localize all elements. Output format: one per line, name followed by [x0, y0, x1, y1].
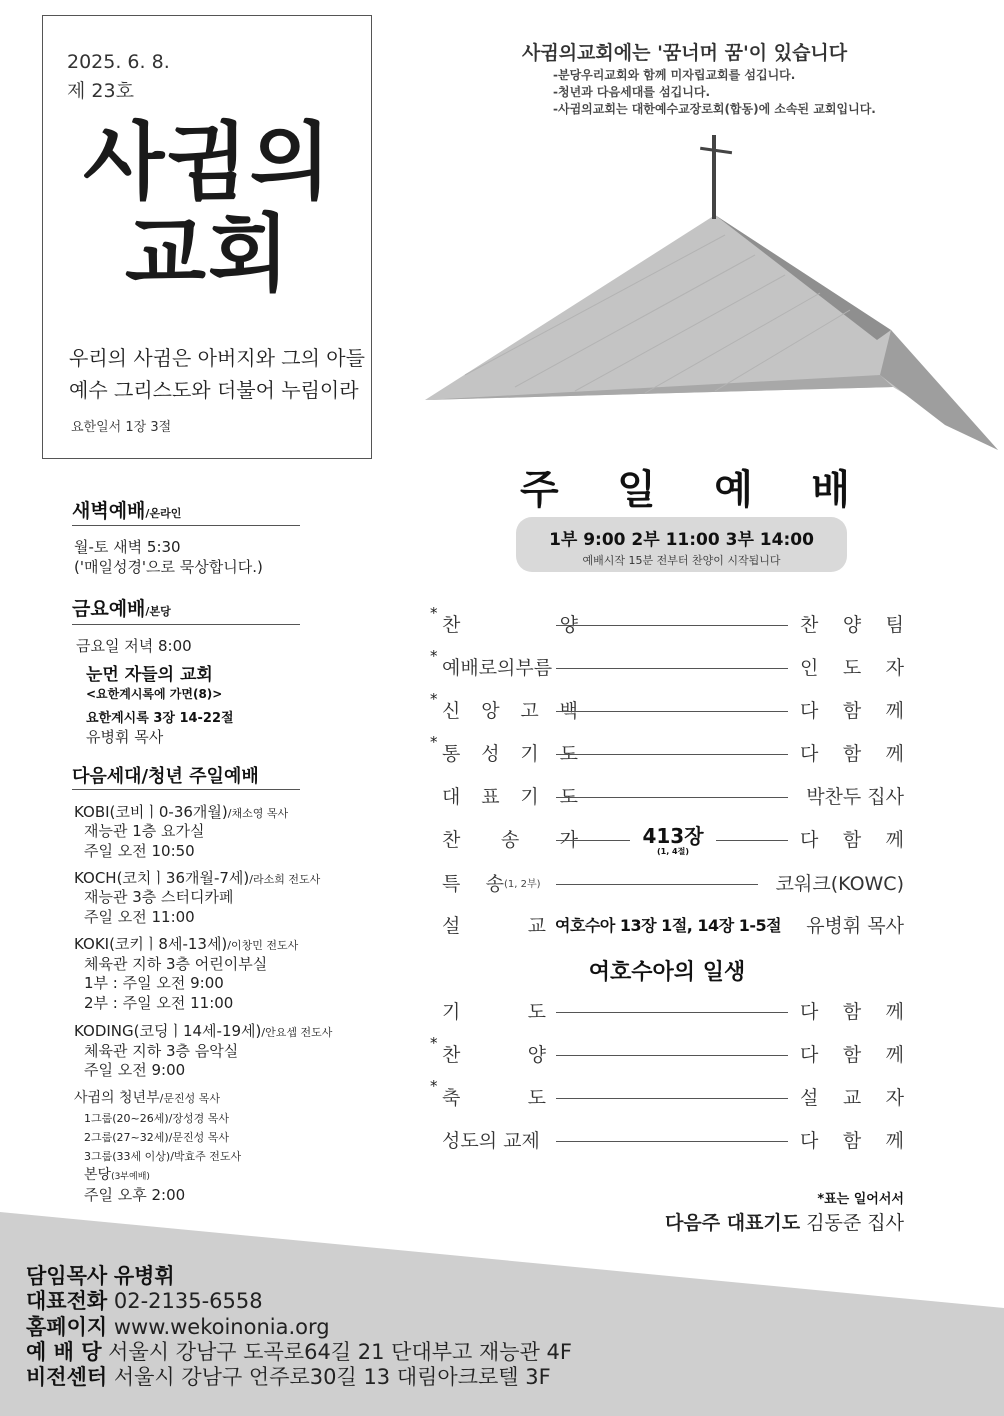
- next-week-prayer: 다음주 대표기도 김동준 집사: [665, 1212, 904, 1234]
- divider: [72, 525, 300, 526]
- verse-line2: 예수 그리스도와 더불어 누림이라: [69, 378, 359, 402]
- koch-time: 주일 오전 11:00: [84, 908, 195, 926]
- youth-time: 주일 오후 2:00: [84, 1186, 186, 1204]
- order-row: * 찬 양 찬 양 팀: [430, 604, 904, 636]
- slogan-title: 사귐의교회에는 '꿈너머 꿈'이 있습니다: [522, 42, 848, 64]
- koki-place: 체육관 지하 3층 어린이부실: [84, 955, 268, 973]
- verse-line1: 우리의 사귐은 아버지와 그의 아들: [69, 346, 365, 370]
- order-item-name: 기 도: [442, 1001, 546, 1023]
- friday-series: <요한계시록에 가면(8)>: [86, 687, 223, 701]
- order-item-role: 유병휘 목사: [806, 915, 904, 937]
- sermon-scripture: 여호수아 13장 1절, 14장 1-5절: [555, 916, 782, 935]
- koki-name: KOKI(코키ㅣ8세-13세)/이창민 전도사: [74, 935, 299, 953]
- title-box: [42, 15, 372, 459]
- kobi-time: 주일 오전 10:50: [84, 842, 195, 860]
- order-item-role: 다 함 께: [800, 829, 904, 851]
- order-item-name: 찬 송 가: [442, 829, 578, 851]
- order-item-name: 대 표 기 도: [442, 786, 578, 808]
- footer-phone: 대표전화 02-2135-6558: [26, 1289, 263, 1313]
- youth-group: 1그룹(20~26세)/장성경 목사: [84, 1112, 230, 1125]
- homepage-link[interactable]: www.wekoinonia.org: [113, 1315, 330, 1339]
- dawn-service-title: 새벽예배/온라인: [72, 500, 182, 522]
- church-name: [43, 113, 373, 303]
- hymn-verses: (1, 4절): [657, 847, 689, 856]
- friday-service-title: 금요예배/본당: [72, 598, 171, 620]
- cross-icon: [700, 135, 732, 219]
- order-item-name: 설 교: [442, 915, 546, 937]
- church-name-line1: 사귐의: [83, 113, 333, 211]
- koding-place: 체육관 지하 3층 음악실: [84, 1042, 239, 1060]
- footer-homepage: 홈페이지 www.wekoinonia.org: [26, 1315, 330, 1339]
- order-row: [430, 782, 904, 812]
- order-row: [430, 869, 904, 899]
- order-item-role: 다 함 께: [800, 743, 904, 765]
- friday-time: 금요일 저녁 8:00: [76, 637, 192, 655]
- footer-pastor: 담임목사 유병휘: [26, 1264, 175, 1288]
- koding-name: KODING(코딩ㅣ14세-19세)/안요셉 전도사: [74, 1022, 333, 1040]
- youth-group: 3그룹(33세 이상)/박효주 전도사: [84, 1150, 242, 1163]
- order-item-role: 다 함 께: [800, 1130, 904, 1152]
- kobi-place: 재능관 1층 요가실: [84, 822, 205, 840]
- nextgen-title: 다음세대/청년 주일예배: [72, 766, 259, 787]
- order-item-name: 신 앙 고 백: [442, 700, 578, 722]
- order-row: [430, 911, 904, 941]
- order-item-name: 찬 양: [442, 614, 578, 636]
- koding-time: 주일 오전 9:00: [84, 1061, 186, 1079]
- youth-name: 사귐의 청년부/문진성 목사: [74, 1090, 220, 1106]
- order-item-role: 코워크(KOWC): [775, 873, 904, 895]
- order-item-role: 다 함 께: [800, 1044, 904, 1066]
- scripture-verse: [69, 342, 365, 406]
- youth-venue: 본당(3부예배): [84, 1167, 150, 1183]
- order-row: * 축 도 설 교 자: [430, 1077, 904, 1109]
- order-row: [430, 997, 904, 1027]
- kobi-name: KOBI(코비ㅣ0-36개월)/채소영 목사: [74, 803, 289, 821]
- order-row: * 통 성 기 도 다 함 께: [430, 733, 904, 765]
- divider: [72, 624, 300, 625]
- church-roof-illustration: [425, 125, 1004, 455]
- order-item-name: 특 송: [442, 873, 504, 895]
- friday-scripture: 요한계시록 3장 14-22절: [86, 711, 234, 726]
- order-item-role: 다 함 께: [800, 1001, 904, 1023]
- order-item-role: 박찬두 집사: [806, 786, 904, 808]
- order-item-sub: (1, 2부): [504, 879, 541, 890]
- koch-place: 재능관 3층 스터디카페: [84, 888, 234, 906]
- sunday-worship-title: 주 일 예 배: [520, 467, 850, 513]
- slogan-line: -청년과 다음세대를 섬깁니다.: [553, 85, 710, 99]
- order-row: [430, 825, 904, 855]
- footer-vision-center: 비전센터 서울시 강남구 언주로30길 13 대림아크로텔 3F: [26, 1365, 551, 1389]
- order-item-name: 성도의 교제: [442, 1130, 540, 1152]
- order-item-name: 예배로의부름: [442, 657, 553, 679]
- hymn-number: 413장: [642, 824, 704, 848]
- order-item-name: 통 성 기 도: [442, 743, 578, 765]
- order-row: * 예배로의부름 인 도 자: [430, 647, 904, 679]
- youth-group: 2그룹(27~32세)/문진성 목사: [84, 1131, 230, 1144]
- service-times-note: 예배시작 15분 전부터 찬양이 시작됩니다: [582, 554, 781, 567]
- issue-number: 제 23호: [67, 80, 134, 102]
- service-times-pill: [516, 517, 847, 572]
- dawn-note: ('매일성경'으로 묵상합니다.): [74, 558, 263, 576]
- order-row: * 찬 양 다 함 께: [430, 1034, 904, 1066]
- order-row: * 신 앙 고 백 다 함 께: [430, 690, 904, 722]
- order-item-role: 설 교 자: [800, 1087, 904, 1109]
- service-times: 1부 9:00 2부 11:00 3부 14:00: [549, 530, 814, 550]
- order-item-role: 인 도 자: [800, 657, 904, 679]
- dawn-time: 월-토 새벽 5:30: [74, 538, 181, 556]
- order-row: [430, 1126, 904, 1156]
- friday-preacher: 유병휘 목사: [86, 728, 164, 746]
- friday-sermon-title: 눈먼 자들의 교회: [86, 665, 213, 685]
- koch-name: KOCH(코치ㅣ36개월-7세)/라소희 전도사: [74, 869, 321, 887]
- order-item-role: 찬 양 팀: [800, 614, 904, 636]
- slogan-line: -사귐의교회는 대한예수교장로회(합동)에 소속된 교회입니다.: [553, 102, 876, 116]
- standing-note: *표는 일어서서: [817, 1192, 904, 1207]
- footer-venue: 예 배 당 서울시 강남구 도곡로64길 21 단대부고 재능관 4F: [26, 1340, 572, 1364]
- order-item-name: 축 도: [442, 1087, 546, 1109]
- slogan-line: -분당우리교회와 함께 미자립교회를 섬깁니다.: [553, 68, 796, 82]
- verse-reference: 요한일서 1장 3절: [71, 420, 172, 435]
- divider: [72, 789, 300, 790]
- sermon-title: 여호수아의 일생: [588, 960, 746, 985]
- koki-time1: 1부 : 주일 오전 9:00: [84, 974, 224, 992]
- order-item-role: 다 함 께: [800, 700, 904, 722]
- church-name-line2: 교회: [124, 205, 292, 303]
- koki-time2: 2부 : 주일 오전 11:00: [84, 994, 234, 1012]
- bulletin-date: 2025. 6. 8.: [67, 51, 170, 73]
- order-item-name: 찬 양: [442, 1044, 546, 1066]
